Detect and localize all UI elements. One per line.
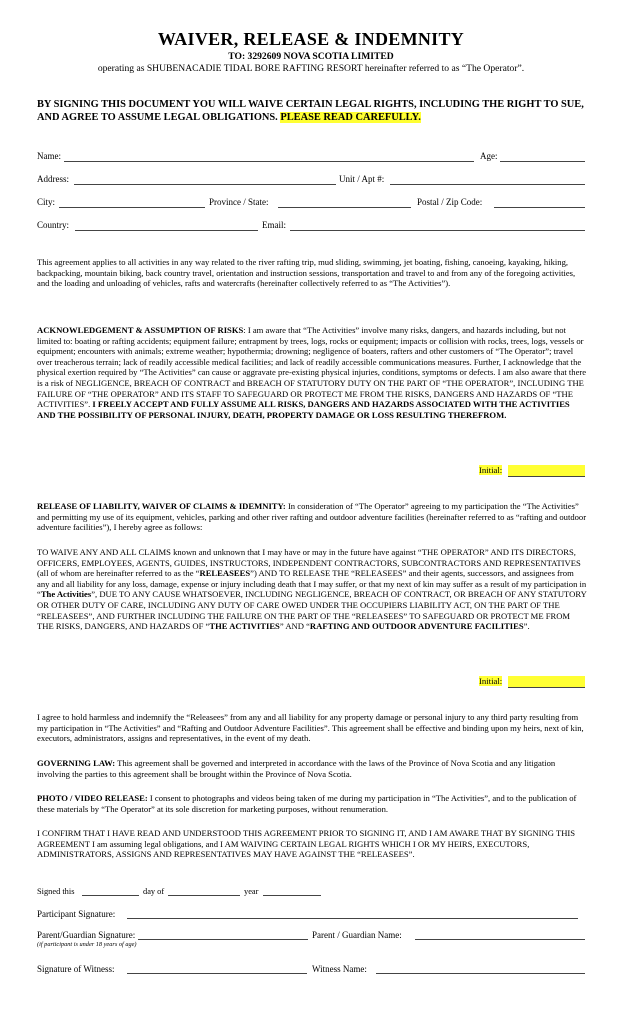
guardian-signature-label: Parent/Guardian Signature:: [37, 930, 136, 940]
country-field[interactable]: [75, 230, 258, 231]
address-field[interactable]: [74, 184, 336, 185]
release-section: [37, 501, 587, 533]
initial-field-1[interactable]: [508, 465, 585, 477]
photo-release-section: [37, 793, 587, 814]
acknowledgement-body: : I am aware that “The Activities” involve many risks, dangers, and hazards including, but not limited to: boating or rafting accidents; equipment failure; entrapment by trees, logs, rocks or equipment; impacts or collision with rocks, trees, logs, vessels or equipment; encounters with animals; extreme weather; hypothermia; drowning; negligence of boaters, rafters and other customers of “The Operator”; travel over treacherous terrain; lack of readily accessible medical facilities; and lack of readily accessible communications measures. Further, I acknowledge that the physical exertion required by “The Activities” can cause or aggravate pre-existing physical injuries, conditions, symptoms or defects. I am also aware that there is a risk of NEGLIGENCE, BREACH OF CONTRACT and BREACH OF STATUTORY DUTY ON THE PART OF “THE OPERATOR”, INCLUDING THE FAILURE OF “THE OPERATOR” AND ITS STAFF TO SAFEGUARD OR PROTECT ME FROM THE RISKS, DANGERS AND HAZARDS OF “THE ACTIVITIES”.: [37, 325, 587, 410]
year-label: year: [244, 887, 259, 896]
operating-line: operating as SHUBENACADIE TIDAL BORE RAFTING RESORT hereinafter referred to as “The Operator”.: [97, 63, 525, 74]
participant-signature-field[interactable]: [127, 918, 578, 919]
photo-release-heading: PHOTO / VIDEO RELEASE:: [37, 793, 148, 803]
to-line: TO: 3292609 NOVA SCOTIA LIMITED: [228, 51, 394, 62]
signed-this-label: Signed this: [37, 887, 75, 896]
guardian-signature-field[interactable]: [138, 939, 308, 940]
age-field[interactable]: [500, 161, 585, 162]
city-field[interactable]: [59, 207, 205, 208]
postal-field[interactable]: [494, 207, 585, 208]
address-label: Address:: [37, 174, 69, 184]
name-field[interactable]: [64, 161, 474, 162]
province-label: Province / State:: [209, 197, 269, 207]
guardian-name-label: Parent / Guardian Name:: [312, 930, 402, 940]
release-body: In consideration of “The Operator” agreeing to my participation the “The Activities” and permitting my use of its equipment, vehicles, parking and other river rafting and outdoor adventure facilities (hereinafter referred to as “rafting and outdoor adventure facilities”), I hereby agree as follows:: [37, 501, 587, 533]
waive-paragraph: TO WAIVE ANY AND ALL CLAIMS known and unknown that I may have or may in the future have against “THE OPERATOR” AND ITS DIRECTORS, OFFICERS, EMPLOYEES, AGENTS, GUIDES, INSTRUCTORS, INDEPENDENT CONTRACTORS, SUBCONTRACTORS AND REPRESENTATIVES (all of whom are hereinafter referred to as the “RELEASEES”) AND TO RELEASE THE “RELEASEES” and their agents, successors, and assignees from any and all liability for any loss, damage, expense or injury including death that I may suffer, or that my next of kin may suffer as a result of my participation in “The Activities”, DUE TO ANY CAUSE WHATSOEVER, INCLUDING NEGLIGENCE, BREACH OF CONTRACT, OR BREACH OF ANY STATUTORY OR OTHER DUTY OF CARE, INCLUDING ANY DUTY OF CARE OWED UNDER THE OCCUPIERS LIABILITY ACT, ON THE PART OF THE “RELEASEES”, AND FURTHER INCLUDING THE FAILURE ON THE PART OF THE “RELEASEES” TO SAFEGUARD OR PROTECT ME FROM THE RISKS, DANGERS, AND HAZARDS OF “THE ACTIVITIES” AND “RAFTING AND OUTDOOR ADVENTURE FACILITIES”.: [37, 547, 587, 632]
month-field[interactable]: [168, 895, 240, 896]
age-label: Age:: [480, 151, 498, 161]
warning-text: BY SIGNING THIS DOCUMENT YOU WILL WAIVE CERTAIN LEGAL RIGHTS, INCLUDING THE RIGHT TO SUE, AND AGREE TO ASSUME LEGAL OBLIGATIONS.: [37, 99, 584, 123]
confirmation-paragraph: I CONFIRM THAT I HAVE READ AND UNDERSTOOD THIS AGREEMENT PRIOR TO SIGNING IT, AND I AM AWARE THAT BY SIGNING THIS AGREEMENT I am assuming legal obligations, and I AM WAIVING CERTAIN LEGAL RIGHTS WHICH I OR MY HEIRS, EXECUTORS, ADMINISTRATORS, ASSIGNS AND REPRESENTATIVES MAY HAVE AGAINST THE “RELEASEES”.: [37, 828, 576, 860]
witness-name-field[interactable]: [376, 973, 585, 974]
witness-name-label: Witness Name:: [312, 964, 367, 974]
read-carefully-highlight: PLEASE READ CAREFULLY.: [280, 111, 421, 123]
city-label: City:: [37, 197, 56, 207]
unit-field[interactable]: [390, 184, 585, 185]
postal-label: Postal / Zip Code:: [417, 197, 483, 207]
release-heading: RELEASE OF LIABILITY, WAIVER OF CLAIMS & IDEMNITY:: [37, 501, 286, 511]
unit-label: Unit / Apt #:: [339, 174, 385, 184]
governing-law-section: [37, 758, 587, 779]
indemnify-paragraph: I agree to hold harmless and indemnify the “Releasees” from any and all liability for any property damage or personal injury to any third party resulting from my participation in “The Activities” and “Rafting and Outdoor Adventure Facilities”. This agreement shall be effective and binding upon my heirs, next of kin, executors, administrators, assigns and representatives, in the event of my death.: [37, 712, 584, 744]
email-field[interactable]: [290, 230, 585, 231]
witness-signature-field[interactable]: [127, 973, 307, 974]
photo-release-body: I consent to photographs and videos being taken of me during my participation in “The Activities”, and to the publication of these materials by “The Operator” at its sole discretion for marketing purposes, without renumeration.: [37, 793, 577, 814]
governing-law-body: This agreement shall be governed and interpreted in accordance with the laws of the Province of Nova Scotia and any litigation involving the parties to this agreement shall be brought within the Province of Nova Scotia.: [37, 758, 556, 779]
acknowledgement-bold-statement: I FREELY ACCEPT AND FULLY ASSUME ALL RISKS, DANGERS AND HAZARDS ASSOCIATED WITH THE ACTIVITIES AND THE POSSIBILITY OF PERSONAL INJURY, DEATH, PROPERTY DAMAGE OR LOSS RESULTING THEREFROM.: [37, 399, 570, 420]
initial-label-1: Initial:: [479, 465, 503, 475]
initial-field-2[interactable]: [508, 676, 585, 688]
country-label: Country:: [37, 220, 70, 230]
participant-signature-label: Participant Signature:: [37, 909, 116, 919]
province-field[interactable]: [278, 207, 411, 208]
document-title: WAIVER, RELEASE & INDEMNITY: [157, 29, 465, 49]
witness-signature-label: Signature of Witness:: [37, 964, 115, 974]
year-field[interactable]: [263, 895, 321, 896]
day-of-label: day of: [143, 887, 165, 896]
guardian-note: (if participant is under 18 years of age): [37, 941, 137, 948]
acknowledgement-heading: ACKNOWLEDGEMENT & ASSUMPTION OF RISKS: [37, 325, 244, 335]
name-label: Name:: [37, 151, 61, 161]
governing-law-heading: GOVERNING LAW:: [37, 758, 116, 768]
email-label: Email:: [262, 220, 286, 230]
intro-paragraph: This agreement applies to all activities in any way related to the river rafting trip, mud sliding, swimming, jet boating, fishing, canoeing, kayaking, hiking, backpacking, mountain biking, back country travel, orientation and instruction sessions, transportation and travel to and from any of the foregoing activities, and the loading and unloading of vehicles, rafts and watercrafts (hereinafter collectively referred to as “The Activities”).: [37, 257, 576, 289]
guardian-name-field[interactable]: [415, 939, 585, 940]
acknowledgement-section: [37, 325, 587, 420]
initial-label-2: Initial:: [479, 676, 503, 686]
legal-warning: [37, 99, 589, 124]
signed-date-field[interactable]: [82, 895, 139, 896]
